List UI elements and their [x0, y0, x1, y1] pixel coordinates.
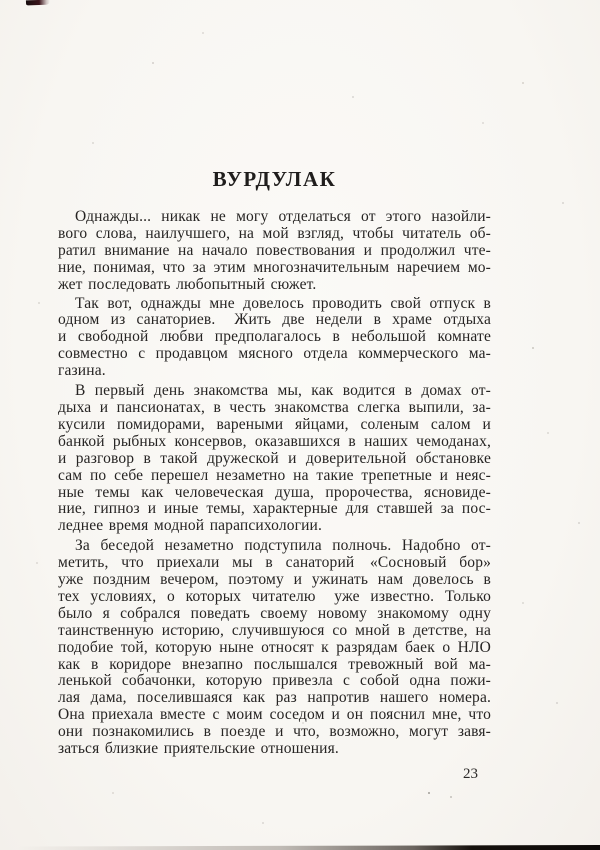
- text-line: и свободной любви предполагалось в небольшой комнате: [58, 328, 491, 346]
- text-line: банкой рыбных консервов, оказавшихся в наших чемоданах,: [58, 432, 491, 450]
- text-line: газина.: [58, 362, 106, 380]
- text-line: и разговор в такой дружеской и доверительной обстановке: [58, 449, 491, 467]
- text-line: За беседой незаметно подступила полночь. Надобно от-: [75, 537, 491, 555]
- scan-artifact-top-left: [26, 0, 50, 5]
- text-line: лая дама, поселившаяся как раз напротив нашего номера.: [58, 689, 491, 707]
- text-line: вого слова, наилучшего, на мой взгляд, чтобы читатель об-: [58, 224, 491, 242]
- body-text: [58, 209, 491, 758]
- paragraph: [58, 538, 491, 758]
- paragraph: [58, 383, 491, 535]
- text-line: ратил внимание на начало повествования и продолжил чте-: [58, 241, 491, 259]
- text-line: леднее время модной парапсихологии.: [58, 517, 323, 535]
- text-line: жет последовать любопытный сюжет.: [58, 275, 317, 293]
- text-line: ние, понимая, что за этим многозначительным наречием мо-: [58, 258, 491, 276]
- text-line: ленькой собачонки, которую привезла с собой одна пожи-: [58, 672, 491, 690]
- text-line: кусили помидорами, вареными яйцами, соленым салом и: [58, 415, 491, 433]
- scan-artifact-bottom-edge: [18, 845, 600, 850]
- text-line: ные темы как человеческая душа, пророчества, ясновиде-: [58, 483, 491, 501]
- text-line: заться близкие приятельские отношения.: [58, 740, 339, 758]
- text-line: уже поздним вечером, поэтому и ужинать нам довелось в: [58, 571, 491, 589]
- text-line: В первый день знакомства мы, как водится в домах от-: [75, 382, 491, 400]
- text-line: метить, что приехали мы в санаторий «Сосновый бор»: [58, 554, 491, 572]
- text-line: одном из санаториев. Жить две недели в храме отдыха: [58, 311, 491, 329]
- text-line: было я собрался поведать своему новому знакомому одну: [58, 604, 491, 622]
- paper-speckles: [0, 0, 2, 2]
- text-line: они познакомились в поезде и что, возможно, могут завя-: [58, 723, 491, 741]
- text-line: дыха и пансионатах, в честь знакомства слегка выпили, за-: [58, 398, 491, 416]
- text-line: как в коридоре внезапно послышался тревожный вой ма-: [58, 655, 491, 673]
- text-line: сам по себе перешел незаметно на такие трепетные и неяс-: [58, 466, 491, 484]
- text-line: Однажды... никак не могу отделаться от этого назойли-: [75, 208, 491, 225]
- text-line: Она приехала вместе с моим соседом и он пояснил мне, что: [58, 706, 491, 724]
- text-line: подобие той, которую ныне относят к разрядам баек о НЛО: [58, 638, 491, 656]
- paragraph: [58, 296, 491, 381]
- text-line: совместно с продавцом мясного отдела коммерческого ма-: [58, 345, 491, 363]
- text-line: таинственную историю, случившуюся со мной в детстве, на: [58, 621, 491, 639]
- text-line: тех условиях, о которых читателю уже известно. Только: [58, 587, 491, 605]
- text-line: ние, гипноз и иные темы, характерные для ставшей за пос-: [58, 500, 491, 518]
- page-number: 23: [463, 766, 478, 782]
- text-line: Так вот, однажды мне довелось проводить свой отпуск в: [75, 294, 491, 312]
- chapter-title: ВУРДУЛАК: [212, 167, 337, 191]
- paragraph: [58, 209, 491, 294]
